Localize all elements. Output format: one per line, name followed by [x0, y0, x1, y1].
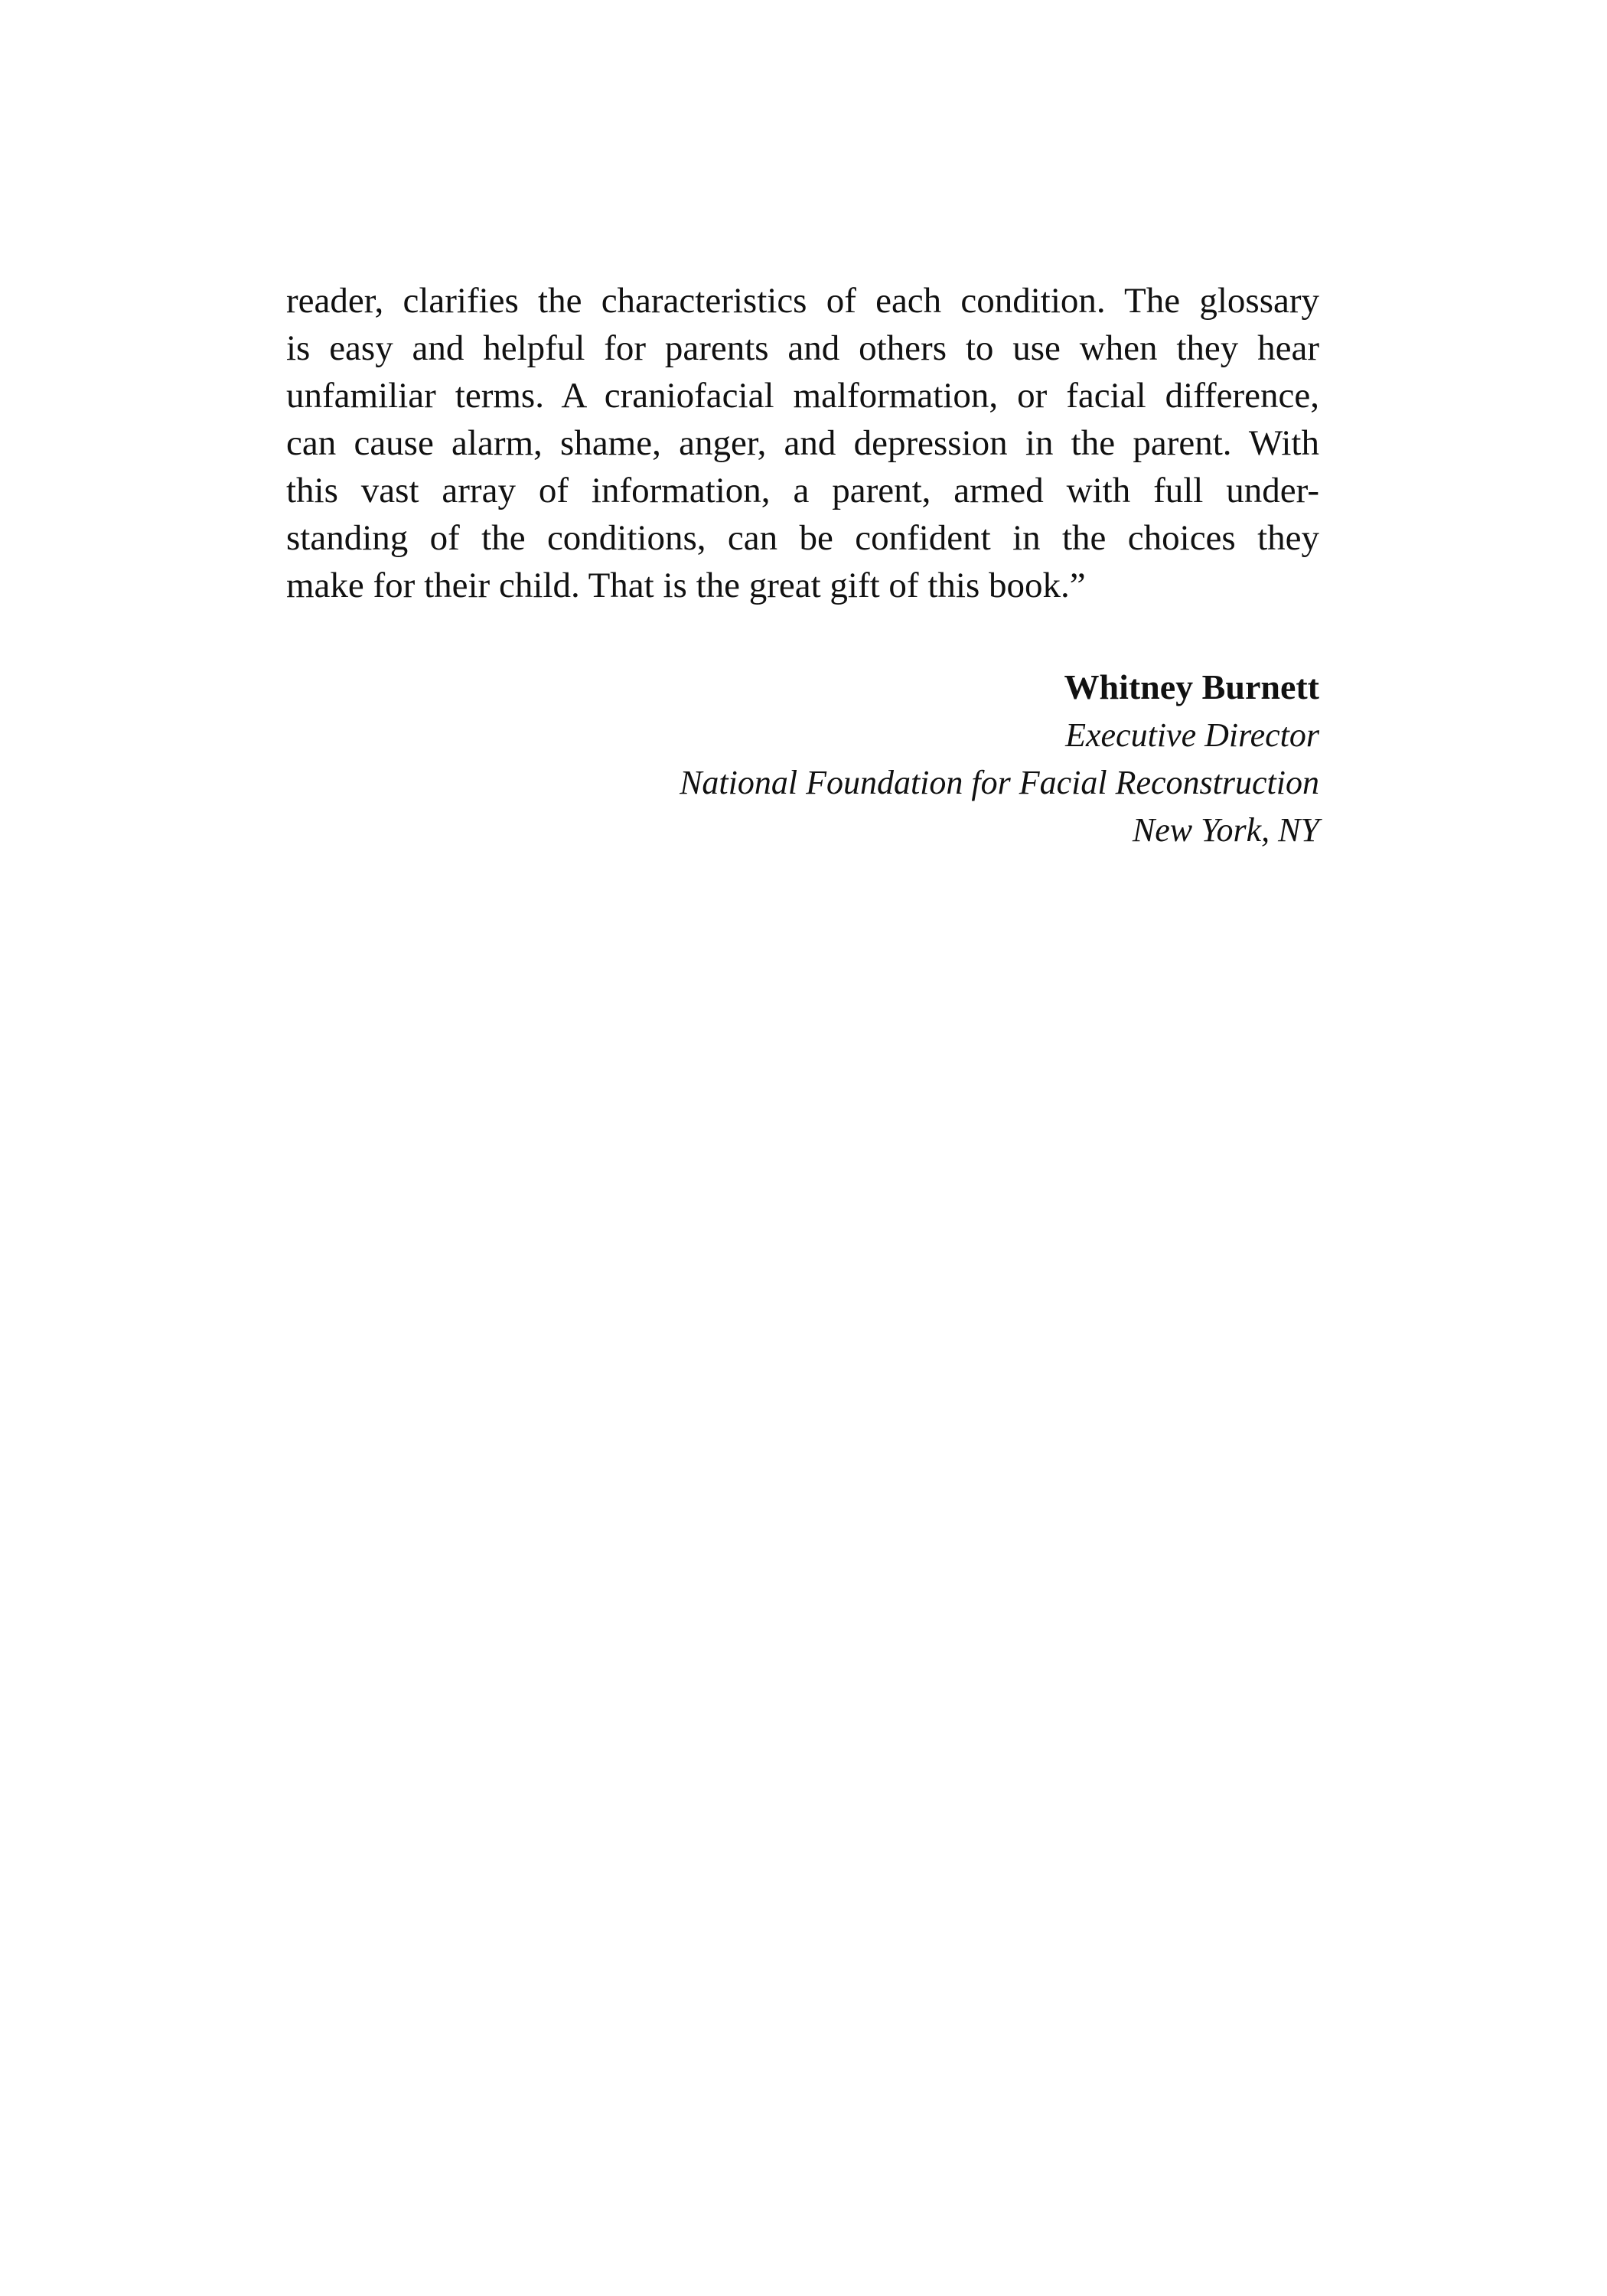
body-line-6: standing of the conditions, can be confident in the choices they — [286, 518, 1319, 558]
body-line-2: is easy and helpful for parents and others to use when they hear — [286, 328, 1319, 368]
body-line-3: unfamiliar terms. A craniofacial malformation, or facial difference, — [286, 376, 1319, 416]
quote-body — [286, 277, 1319, 609]
author-location: New York, NY — [1132, 811, 1319, 849]
author-title: Executive Director — [1065, 716, 1319, 754]
author-name: Whitney Burnett — [1064, 667, 1319, 706]
body-line-7: make for their child. That is the great gift of this book.” — [286, 566, 1086, 605]
signature-block — [680, 663, 1319, 854]
body-line-4: can cause alarm, shame, anger, and depression in the parent. With — [286, 423, 1319, 463]
author-organization: National Foundation for Facial Reconstruction — [680, 764, 1319, 801]
body-line-1: reader, clarifies the characteristics of each condition. The glossary — [286, 281, 1319, 321]
body-line-5: this vast array of information, a parent, armed with full under- — [286, 471, 1319, 510]
